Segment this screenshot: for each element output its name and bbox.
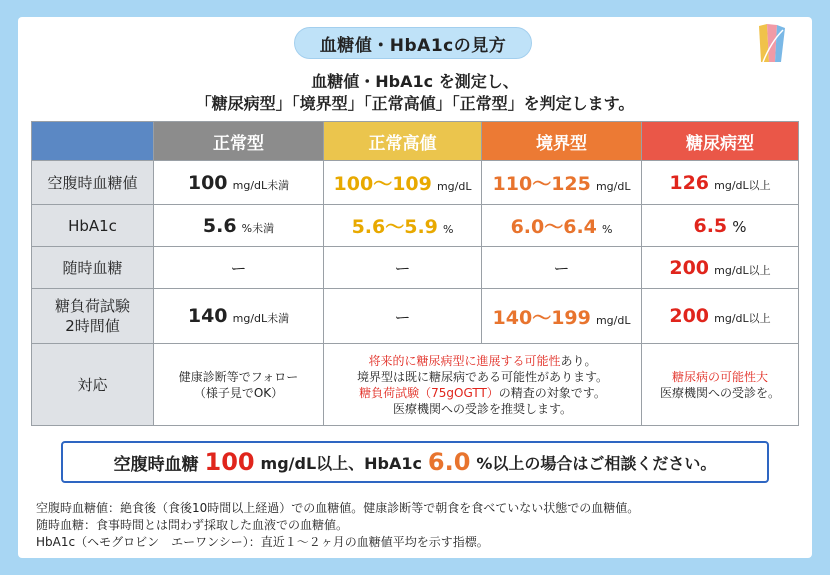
cell bbox=[154, 289, 324, 344]
footnote: 随時血糖：食事時間とは問わず採取した血液での血糖値。 bbox=[36, 518, 349, 532]
response-mid-line-4: 医療機関への受診を推奨します。 bbox=[392, 401, 573, 416]
row-label-line-1: 糖負荷試験 bbox=[54, 297, 130, 315]
table-row-response bbox=[32, 344, 799, 426]
cell-value: 5.6 bbox=[202, 214, 237, 237]
cell bbox=[642, 205, 799, 247]
cell bbox=[482, 161, 642, 205]
header-normal: 正常型 bbox=[154, 122, 324, 161]
cell bbox=[482, 247, 642, 289]
notice-unit-1: mg/dL以上、HbA1c bbox=[260, 453, 422, 473]
cell-unit: mg/dL bbox=[595, 313, 631, 327]
cell bbox=[642, 289, 799, 344]
cell-unit: % bbox=[601, 223, 613, 236]
cell-unit: mg/dL未満 bbox=[232, 178, 290, 192]
cell-unit: mg/dL以上 bbox=[714, 263, 771, 277]
cell-unit: mg/dL未満 bbox=[232, 312, 290, 325]
cell bbox=[154, 247, 324, 289]
table-row bbox=[32, 205, 799, 247]
response-normal-line-2: （様子見でOK） bbox=[193, 385, 284, 400]
cell-unit: mg/dL以上 bbox=[714, 312, 771, 325]
footnote: HbA1c（ヘモグロビン エーワンシー）：直近１〜２ヶ月の血糖値平均を示す指標。 bbox=[36, 535, 489, 549]
response-mid-line-2: 境界型は既に糖尿病である可能性があります。 bbox=[356, 369, 609, 384]
notice-post: %以上の場合はご相談ください。 bbox=[476, 453, 717, 473]
cell-value: ー bbox=[553, 259, 570, 278]
footnotes bbox=[36, 500, 639, 551]
response-mid-line-3-tail: の精査の対象です。 bbox=[498, 385, 606, 400]
response-mid bbox=[324, 344, 642, 426]
cell-value: 140〜199 bbox=[492, 306, 591, 329]
cell-value: 110〜125 bbox=[492, 173, 591, 195]
notice-num-1: 100 bbox=[204, 448, 255, 476]
response-diabetic-line-2: 医療機関への受診を。 bbox=[659, 385, 780, 400]
cell-value: 100〜109 bbox=[333, 173, 432, 195]
cell-value: 6.0〜6.4 bbox=[510, 216, 597, 238]
cell bbox=[154, 205, 324, 247]
row-label bbox=[32, 289, 154, 344]
logo-icon bbox=[755, 22, 789, 64]
notice-num-2: 6.0 bbox=[427, 448, 471, 476]
response-mid-line-1-red: 将来的に糖尿病型に進展する可能性 bbox=[368, 353, 561, 368]
row-label: 随時血糖 bbox=[32, 247, 154, 289]
table-row bbox=[32, 247, 799, 289]
cell-unit: %未満 bbox=[241, 221, 275, 235]
header-diabetic: 糖尿病型 bbox=[642, 122, 799, 161]
cell-unit: % bbox=[732, 217, 747, 236]
cell-value: 126 bbox=[669, 171, 710, 194]
cell bbox=[642, 247, 799, 289]
response-normal bbox=[154, 344, 324, 426]
response-normal-line-1: 健康診断等でフォロー bbox=[178, 369, 299, 384]
header-borderline: 境界型 bbox=[482, 122, 642, 161]
cell-value: 200 bbox=[669, 256, 710, 279]
cell bbox=[154, 161, 324, 205]
response-mid-line-1-tail: あり。 bbox=[560, 353, 597, 368]
consult-notice bbox=[61, 441, 769, 483]
cell bbox=[642, 161, 799, 205]
header-blank bbox=[32, 122, 154, 161]
table-row bbox=[32, 289, 799, 344]
cell-value: ー bbox=[394, 307, 411, 327]
header-normal-high: 正常高値 bbox=[324, 122, 482, 161]
notice-pre: 空腹時血糖 bbox=[113, 454, 199, 475]
row-label: 空腹時血糖値 bbox=[32, 161, 154, 205]
cell-unit: mg/dL以上 bbox=[714, 178, 771, 192]
row-label-line-2: 2時間値 bbox=[65, 317, 120, 335]
cell-unit: % bbox=[442, 223, 454, 236]
table-header-row bbox=[32, 122, 799, 161]
response-mid-line-3-red: 糖負荷試験（75gOGTT） bbox=[359, 385, 499, 400]
intro-line-2: 「糖尿病型」「境界型」「正常高値」「正常型」を判定します。 bbox=[195, 94, 635, 113]
cell-value: ー bbox=[230, 259, 247, 278]
criteria-table bbox=[31, 121, 799, 426]
cell-unit: mg/dL bbox=[436, 180, 472, 193]
response-diabetic bbox=[642, 344, 799, 426]
response-diabetic-line-1: 糖尿病の可能性大 bbox=[671, 369, 768, 384]
cell bbox=[324, 205, 482, 247]
cell bbox=[482, 289, 642, 344]
row-label: 対応 bbox=[32, 344, 154, 426]
cell bbox=[324, 247, 482, 289]
table-row bbox=[32, 161, 799, 205]
cell-value: 6.5 bbox=[693, 214, 728, 237]
cell-value: 140 bbox=[187, 305, 228, 327]
footnote: 空腹時血糖値：絶食後（食後10時間以上経過）での血糖値。健康診断等で朝食を食べていない状態での血糖値。 bbox=[36, 501, 640, 515]
cell bbox=[324, 289, 482, 344]
cell-value: ー bbox=[394, 259, 411, 278]
row-label: HbA1c bbox=[32, 205, 154, 247]
cell-value: 200 bbox=[669, 305, 710, 327]
cell-unit: mg/dL bbox=[595, 180, 631, 193]
cell-value: 100 bbox=[187, 171, 228, 194]
cell bbox=[324, 161, 482, 205]
cell-value: 5.6〜5.9 bbox=[351, 216, 438, 238]
cell bbox=[482, 205, 642, 247]
page-title: 血糖値・HbA1cの見方 bbox=[294, 27, 532, 59]
intro-line-1: 血糖値・HbA1c を測定し、 bbox=[311, 72, 519, 91]
